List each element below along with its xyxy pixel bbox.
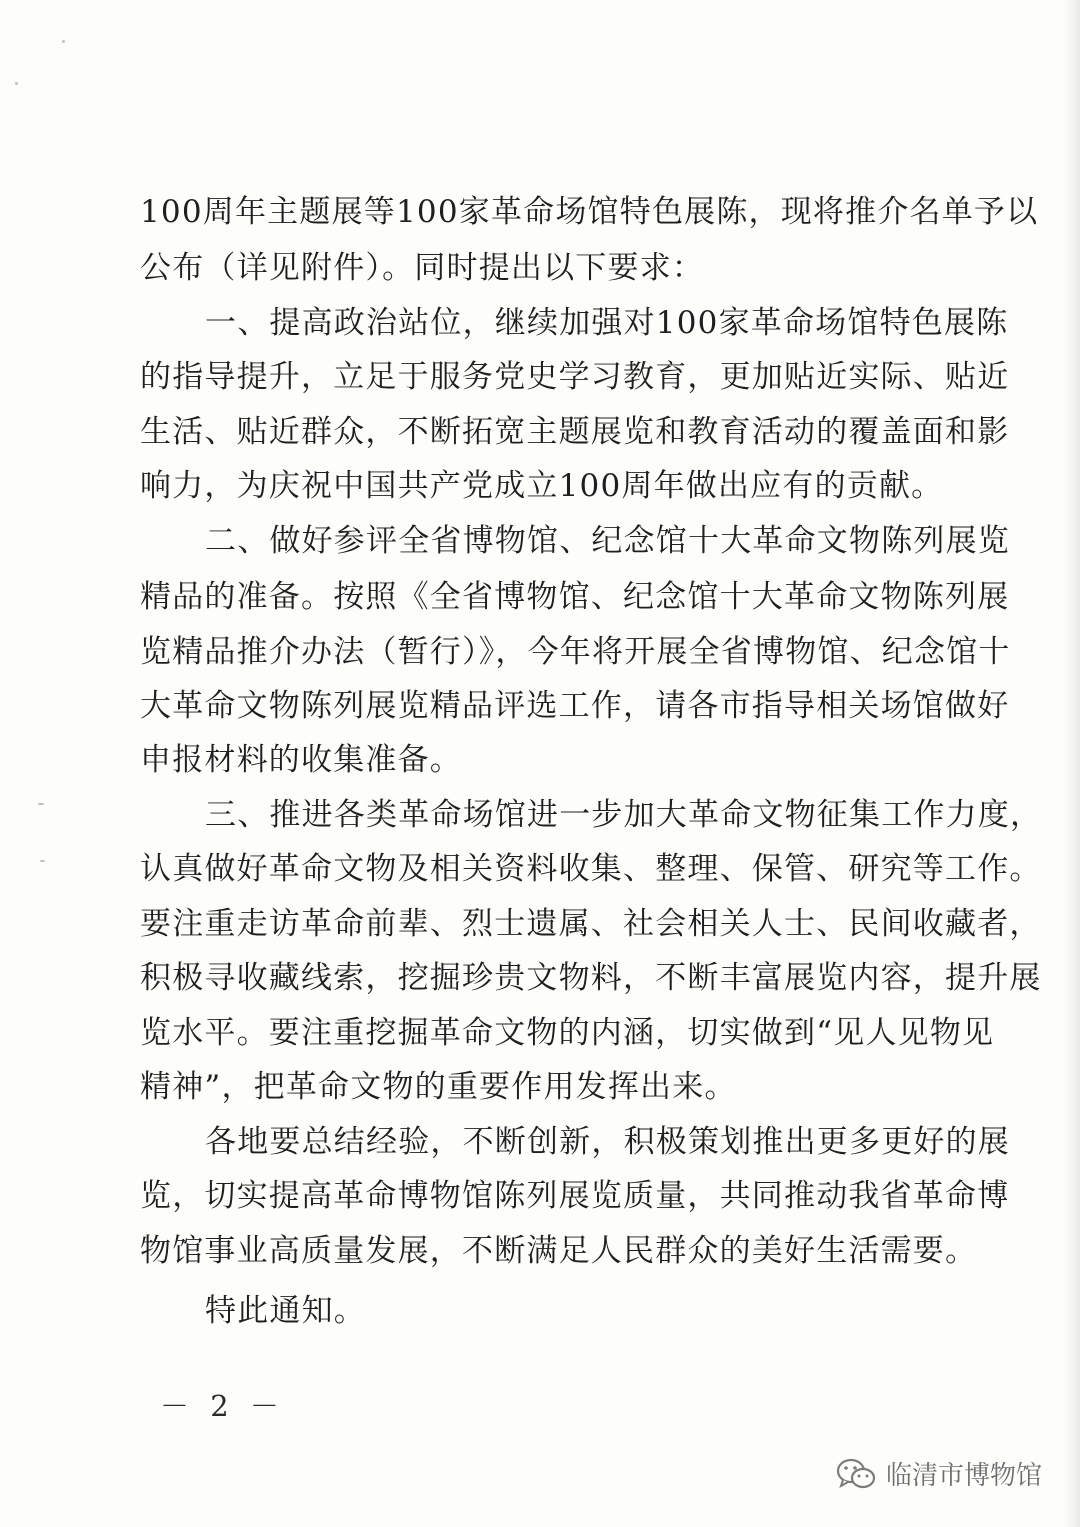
body-line: 精品的准备。按照《全省博物馆、纪念馆十大革命文物陈列展 bbox=[140, 579, 1010, 615]
body-line: 一、提高政治站位，继续加强对100家革命场馆特色展陈 bbox=[205, 305, 1009, 341]
body-line: 要注重走访革命前辈、烈士遗属、社会相关人士、民间收藏者， bbox=[140, 906, 1042, 942]
closing-line: 特此通知。 bbox=[205, 1293, 366, 1329]
body-line: 精神”，把革命文物的重要作用发挥出来。 bbox=[140, 1069, 737, 1105]
body-line: 公布（详见附件）。同时提出以下要求： bbox=[140, 250, 705, 286]
body-line: 物馆事业高质量发展，不断满足人民群众的美好生活需要。 bbox=[140, 1233, 978, 1269]
body-line: 览，切实提高革命博物馆陈列展览质量，共同推动我省革命博 bbox=[140, 1178, 1010, 1214]
scan-speck bbox=[62, 40, 65, 43]
watermark-text: 临清市博物馆 bbox=[885, 1461, 1042, 1491]
body-line: 积极寻收藏线索，挖掘珍贵文物料，不断丰富展览内容，提升展 bbox=[140, 960, 1042, 996]
scan-speck bbox=[38, 803, 44, 805]
body-line: 认真做好革命文物及相关资料收集、整理、保管、研究等工作。 bbox=[140, 851, 1042, 887]
body-line: 大革命文物陈列展览精品评选工作，请各市指导相关场馆做好 bbox=[140, 688, 1010, 724]
page-number: － 2 － bbox=[160, 1389, 285, 1423]
scan-speck bbox=[15, 82, 18, 85]
body-line: 的指导提升，立足于服务党史学习教育，更加贴近实际、贴近 bbox=[140, 359, 1010, 395]
body-line: 各地要总结经验，不断创新，积极策划推出更多更好的展 bbox=[205, 1124, 1010, 1160]
body-line: 览精品推介办法（暂行）》，今年将开展全省博物馆、纪念馆十 bbox=[140, 634, 1011, 670]
watermark bbox=[836, 1455, 1042, 1492]
body-line: 三、推进各类革命场馆进一步加大革命文物征集工作力度， bbox=[205, 797, 1043, 833]
scan-speck bbox=[40, 860, 45, 862]
body-line: 100周年主题展等100家革命场馆特色展陈，现将推介名单予以 bbox=[140, 194, 1039, 230]
body-line: 响力，为庆祝中国共产党成立100周年做出应有的贡献。 bbox=[140, 468, 944, 504]
body-line: 生活、贴近群众，不断拓宽主题展览和教育活动的覆盖面和影 bbox=[140, 414, 1010, 450]
body-line: 二、做好参评全省博物馆、纪念馆十大革命文物陈列展览 bbox=[205, 523, 1010, 559]
paper-edge-shadow bbox=[1062, 0, 1080, 1527]
body-line: 申报材料的收集准备。 bbox=[140, 742, 462, 778]
wechat-icon bbox=[836, 1457, 876, 1491]
body-line: 览水平。要注重挖掘革命文物的内涵，切实做到“见人见物见 bbox=[140, 1015, 995, 1051]
